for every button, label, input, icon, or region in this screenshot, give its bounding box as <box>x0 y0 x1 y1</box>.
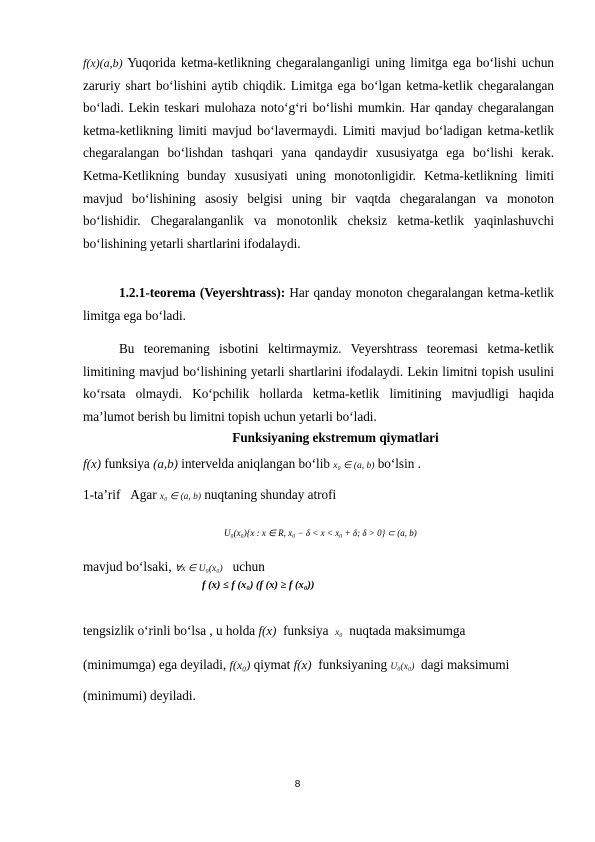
theorem-text: Har qanday monoton chegaralangan ketma-ketlik limitga ega bo‘ladi. <box>83 285 554 323</box>
paragraph-theorem <box>83 282 554 327</box>
page-number: 8 <box>294 779 301 790</box>
math-forall-x: ∀x ∈ U₀(x₀) <box>174 564 223 574</box>
section-heading: Funksiyaning ekstremum qiymatlari <box>232 430 439 445</box>
text-funksiyaning: funksiyaning <box>314 657 391 672</box>
text-maksimumga: nuqtada maksimumga <box>345 623 466 638</box>
line-function-defined <box>83 456 421 472</box>
line-exists <box>83 559 265 575</box>
math-x0: x₀ <box>335 628 343 638</box>
math-fx-3: f(x) <box>293 657 312 672</box>
text-funksiya: funksiya <box>101 456 154 471</box>
text-funksiya-2: funksiya <box>279 623 332 638</box>
text-atrofi: nuqtaning shunday atrofi <box>201 487 337 502</box>
line-definition <box>83 487 336 503</box>
math-u0-x0: U₀(x₀) <box>390 662 415 672</box>
formula-inequality: f (x) ≤ f (x₀) (f (x) ≥ f (x₀)) <box>202 580 315 591</box>
math-fx: f(x) <box>83 456 102 471</box>
theorem-label: 1.2.1-teorema (Veyershtrass): <box>119 285 286 300</box>
line-maximum <box>83 623 465 639</box>
math-x0-in-ab: x₀ ∈ (a, b) <box>333 461 375 471</box>
text-maksimumi: dagi maksimumi <box>417 657 510 672</box>
math-fx-2: f(x) <box>258 623 277 638</box>
math-fx-ab: f(x)(a,b) <box>83 56 123 70</box>
paragraph-remark <box>83 338 554 428</box>
text-bolsin: bo‘lsin . <box>374 456 421 471</box>
text-agar: Agar <box>130 487 160 502</box>
paragraph-intro-text: Yuqorida ketma-ketlikning chegaralanganligi uning limitga ega bo‘lishi uchun zaruriy shart bo‘lishini aytib chiqdik. Limitga ega bo‘lgan ketma-ketlik chegaralangan bo‘ladi. Lekin teskari mulohaza noto‘g‘ri bo‘lishi mumkin. Har qanday chegaralangan ketma-ketlikning limiti mavjud bo‘lavermaydi. Limiti mavjud bo‘ladigan ketma-ketlik chegaralangan bo‘lishdan tashqari yana qandaydir xususiyatga ega bo‘lishi kerak. Ketma-Ketlikning bunday xususiyati uning monotonligidir. Ketma-ketlikning limiti mavjud bo‘lishining asosiy belgisi uning bir vaqtda chegaralangan va monoton bo‘lishidir. Chegaralanganlik va monotonlik cheksiz ketma-ketlik yaqinlashuvchi bo‘lishining yetarli shartlarini ifodalaydi. <box>83 55 555 251</box>
text-minimumga: (minimumga) ega deyiladi, <box>83 657 230 672</box>
definition-label: 1-ta’rif <box>83 487 121 502</box>
text-interval: intervelda aniqlangan bo‘lib <box>177 456 334 471</box>
math-x0-in-ab-2: x₀ ∈ (a, b) <box>159 492 202 502</box>
math-fx0: f(x₀) <box>229 658 251 672</box>
text-mavjud: mavjud bo‘lsaki, <box>83 559 175 574</box>
line-minimumi: (minimumi) deyiladi. <box>83 688 196 703</box>
text-qiymat: qiymat <box>250 657 294 672</box>
math-ab: (a,b) <box>153 456 178 471</box>
formula-neighborhood: U₀(x₀){x : x ∈ R, x₀ − δ < x < x₀ + δ; δ > 0} ⊂ (a, b) <box>224 528 417 538</box>
line-minimum <box>83 657 554 673</box>
paragraph-remark-text: Bu teoremaning isbotini keltirmaymiz. Veyershtrass teoremasi ketma-ketlik limitining mavjud bo‘lishining yetarli shartlarini ifodalaydi. Lekin limitni topish usulini ko‘rsata olmaydi. Ko‘pchilik hollarda ketma-ketlik limitining mavjudligi haqida ma’lumot berish bu limitni topish uchun yetarli bo‘ladi. <box>83 341 554 424</box>
text-tengsizlik: tengsizlik o‘rinli bo‘lsa , u holda <box>83 623 259 638</box>
paragraph-intro <box>83 52 554 255</box>
text-uchun: uchun <box>229 559 265 574</box>
